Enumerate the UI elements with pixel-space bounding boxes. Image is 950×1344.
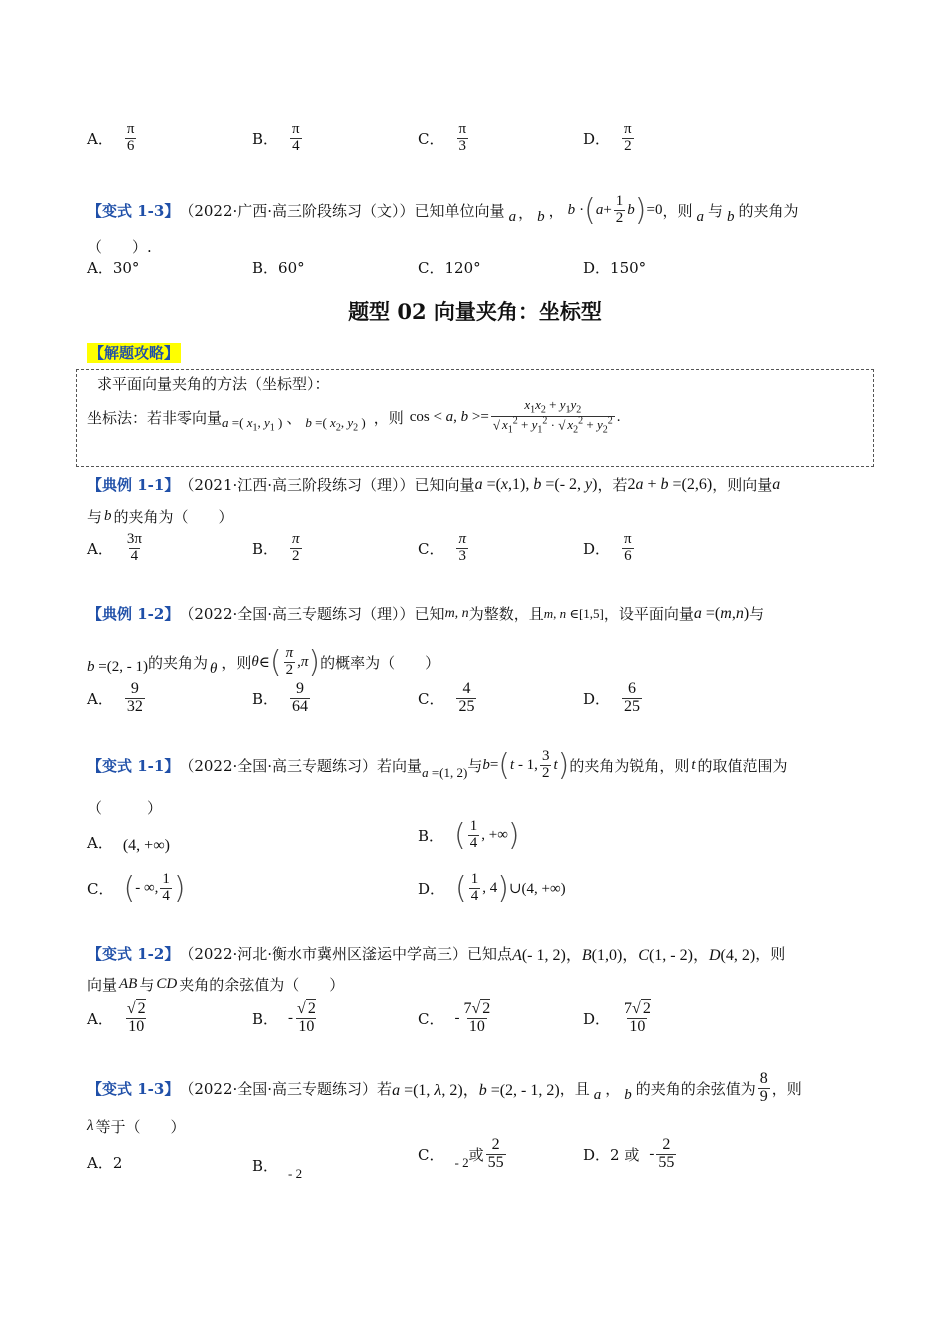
v13b-option-b[interactable]: B． - 2 [252,1156,303,1181]
strategy-line1: 求平面向量夹角的方法（坐标型）： [97,375,330,393]
v11-option-b[interactable]: B． ( $\frac{1}{4}$ , +∞ ) [418,818,520,853]
v12-option-c[interactable]: C． - $\frac{7√ 2}{10}$ [418,1000,491,1035]
d11-option-a[interactable]: A． $\frac{3\pi}{4}$ [87,531,142,564]
d11-option-b[interactable]: B． $\frac{\pi}{2}$ [252,531,300,564]
section-title: 题型 02 向量夹角：坐标型 [348,299,602,324]
v13b-option-c[interactable]: C． - 2 或 $\frac{2}{55}$ [418,1136,504,1171]
v12-question: 【变式 1-2】 （2022·河北·衡水市冀州区滏运中学高三） 已知点 A(- 1, 2)，B(1,0)，C(1, - 2)，D(4, 2) ，则 [87,945,786,964]
strategy-label: 【解题攻略】 [89,344,180,362]
v12-option-b[interactable]: B． - $\frac{√ 2}{10}$ [252,1000,316,1035]
d11-option-c[interactable]: C． $\frac{\pi}{3}$ [418,531,466,564]
q0-option-d[interactable]: D． $\frac{\pi}{2}$ [583,121,632,154]
v11-paren: （ ） [87,799,163,817]
v12-option-a[interactable]: A． $\frac{√ 2}{10}$ [87,1000,146,1035]
q0-option-a[interactable]: A． $\frac{\pi}{6}$ [87,121,135,154]
v13b-option-d[interactable]: D．2 或 - $\frac{2}{55}$ [583,1136,675,1171]
d12-option-d[interactable]: D． $\frac{6}{25}$ [583,680,641,715]
v11-option-a[interactable]: A． (4, +∞) [87,833,170,854]
d12-option-a[interactable]: A． $\frac{9}{32}$ [87,680,143,715]
d12-question: 【典例 1-2】 （2022·全国·高三专题练习（理）） 已知 m, n 为整数，且 m, n ∈[1,5] ，设平面向量 a =(m,n) 与 [87,604,765,623]
v13b-question-line2: λ 等于（ ） [87,1118,186,1136]
v13a-option-b[interactable]: B．60° [252,259,305,277]
v11-option-c[interactable]: C． ( - ∞, $\frac{1}{4}$ ) [87,871,186,906]
v13a-option-c[interactable]: C．120° [418,259,481,277]
v13a-option-d[interactable]: D．150° [583,259,647,277]
v13a-question: 【变式 1-3】 （2022·广西·高三阶段练习（文）） 已知单位向量 a ， b ， b · ( a + $\frac{1}{2}$ b ) =0 ，则 a 与 b 的夹角为 [87,193,799,228]
v11-question: 【变式 1-1】 （2022·全国·高三专题练习） 若向量 a =(1, 2) 与 b = ( t - 1, $\frac{3}{2}$ t ) 的夹角为锐角，则 t 的取值范围为 [87,748,788,783]
q0-option-b[interactable]: B． $\frac{\pi}{4}$ [252,121,300,154]
v13a-option-a[interactable]: A．30° [87,259,140,277]
d11-question: 【典例 1-1】 （2021·江西·高三阶段练习（理）） 已知向量 a =(x,1), b =(- 2, y) ，若 2a + b =(2,6) ，则向量 a [87,475,781,494]
v13a-paren: （ ）. [87,238,152,256]
d12-option-c[interactable]: C． $\frac{4}{25}$ [418,680,475,715]
v13b-option-a[interactable]: A．2 [87,1154,123,1172]
d12-question-line2: b =(2, - 1) 的夹角为 θ ，则 θ ∈ ( $\frac{\pi}{2}$ ,π ) 的概率为（ ） [87,645,441,680]
d11-question-line2: 与 b 的夹角为（ ） [87,508,234,526]
v11-option-d[interactable]: D． ( $\frac{1}{4}$ , 4 ) ∪(4, +∞) [418,871,566,906]
v12-option-d[interactable]: D． $\frac{7√ 2}{10}$ [583,1000,651,1035]
v12-question-line2: 向量 AB 与 CD 夹角的余弦值为（ ） [87,976,345,994]
d12-option-b[interactable]: B． $\frac{9}{64}$ [252,680,309,715]
v13b-question: 【变式 1-3】 （2022·全国·高三专题练习） 若 a =(1, λ, 2)，b =(2, - 1, 2) ，且 a ， b 的夹角的余弦值为 $\frac{8}{9}$ ，则 [87,1070,802,1105]
strategy-line2: 坐标法：若非零向量 a =( $x_1$, $y_1$ ) 、 b =( $x_2$, $y_2$ ) ，则 cos < a, b >= $\frac{x_1x_2 + y_1y_2}{√ x_1^2 + y_1^2 \cdot √ x_2^2 + y_2^2}$ . [87,397,621,437]
d11-option-d[interactable]: D． $\frac{\pi}{6}$ [583,531,632,564]
q0-option-c[interactable]: C． $\frac{\pi}{3}$ [418,121,467,154]
